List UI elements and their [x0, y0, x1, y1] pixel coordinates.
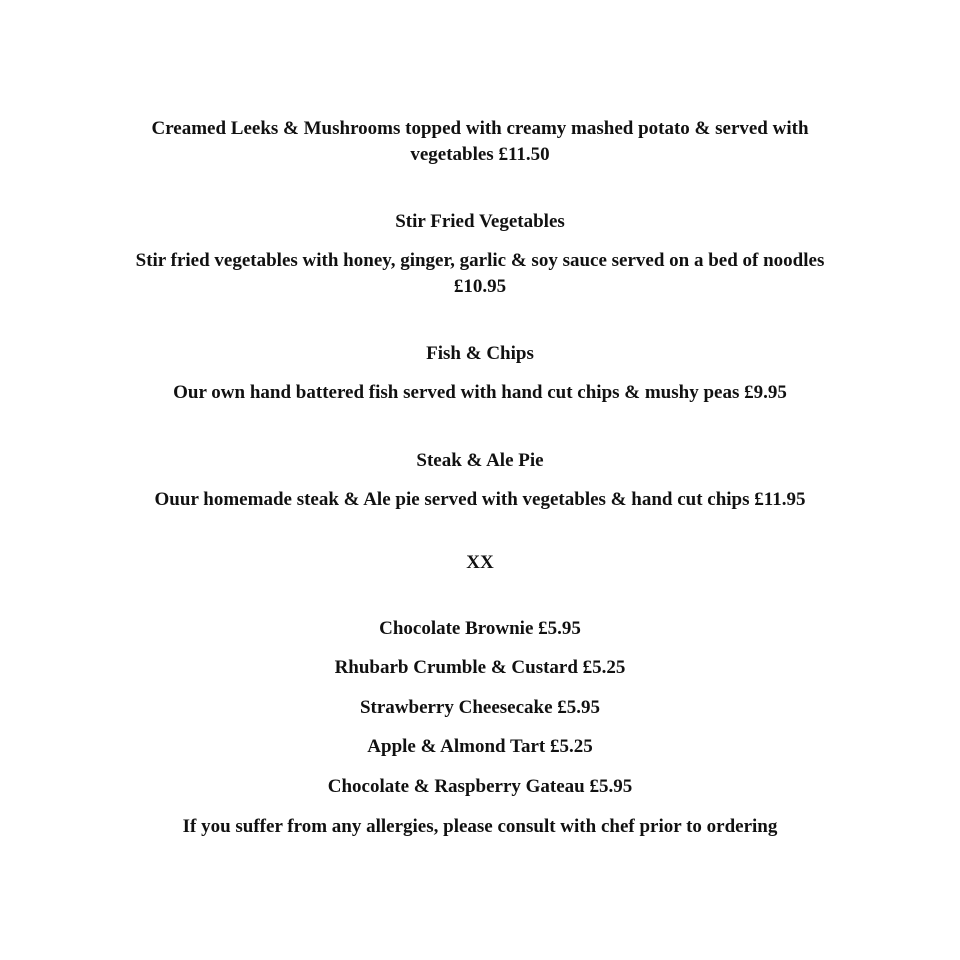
stir-fried-vegetables-description-line-2: £10.95 — [453, 276, 507, 297]
dessert-item: Rhubarb Crumble & Custard £5.25 — [334, 657, 626, 678]
steak-and-ale-pie-description: Ouur homemade steak & Ale pie served with vegetables & hand cut chips £11.95 — [154, 489, 806, 510]
stir-fried-vegetables-title: Stir Fried Vegetables — [395, 211, 565, 232]
section-separator: XX — [466, 552, 494, 573]
creamed-leeks-description-line-2: vegetables £11.50 — [410, 144, 550, 165]
fish-and-chips-description: Our own hand battered fish served with hand cut chips & mushy peas £9.95 — [173, 382, 787, 403]
dessert-item: Apple & Almond Tart £5.25 — [367, 736, 593, 757]
dessert-item: Strawberry Cheesecake £5.95 — [359, 697, 601, 718]
allergy-note: If you suffer from any allergies, please consult with chef prior to ordering — [182, 816, 778, 837]
fish-and-chips-title: Fish & Chips — [426, 343, 534, 364]
creamed-leeks-description-line-1: Creamed Leeks & Mushrooms topped with creamy mashed potato & served with — [151, 118, 809, 139]
dessert-item: Chocolate Brownie £5.95 — [379, 618, 581, 639]
stir-fried-vegetables-description-line-1: Stir fried vegetables with honey, ginger, garlic & soy sauce served on a bed of noodles — [135, 250, 825, 271]
dessert-item: Chocolate & Raspberry Gateau £5.95 — [327, 776, 633, 797]
steak-and-ale-pie-title: Steak & Ale Pie — [416, 450, 544, 471]
